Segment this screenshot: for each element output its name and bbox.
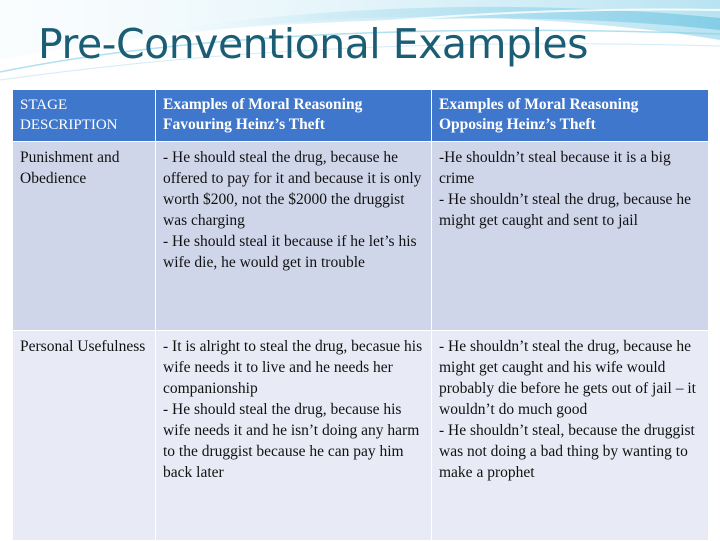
stage-cell: Punishment and Obedience [13,142,156,331]
table-header-row [13,90,709,142]
table-row [13,331,709,541]
favouring-example: - It is alright to steal the drug, becasue his wife needs it to live and he needs her companionship [163,338,423,397]
opposing-cell [432,331,709,541]
favouring-example: - He should steal the drug, because he offered to pay for it and because it is only worth $200, not the $2000 the druggist was charging [163,149,422,229]
slide-title: Pre-Conventional Examples [38,20,588,68]
opposing-example: -He shouldn’t steal because it is a big crime [439,149,671,187]
table-row [13,142,709,331]
opposing-example: - He shouldn’t steal the drug, because he might get caught and sent to jail [439,191,691,229]
favouring-example: - He should steal the drug, because his wife needs it and he isn’t doing any harm to the druggist because he can pay him back later [163,401,420,481]
favouring-cell [156,142,432,331]
header-favouring: Examples of Moral Reasoning Favouring Heinz’s Theft [156,90,432,142]
moral-reasoning-table [12,89,709,541]
opposing-example: - He shouldn’t steal the drug, because he might get caught and his wife would probably die before he gets out of jail – it wouldn’t do much good [439,338,696,418]
stage-cell: Personal Usefulness [13,331,156,541]
opposing-example: - He shouldn’t steal, because the druggist was not doing a bad thing by wanting to make a prophet [439,422,695,481]
opposing-cell [432,142,709,331]
favouring-cell [156,331,432,541]
header-opposing: Examples of Moral Reasoning Opposing Heinz’s Theft [432,90,709,142]
favouring-example: - He should steal it because if he let’s his wife die, he would get in trouble [163,233,417,271]
header-stage-description: STAGE DESCRIPTION [13,90,156,142]
